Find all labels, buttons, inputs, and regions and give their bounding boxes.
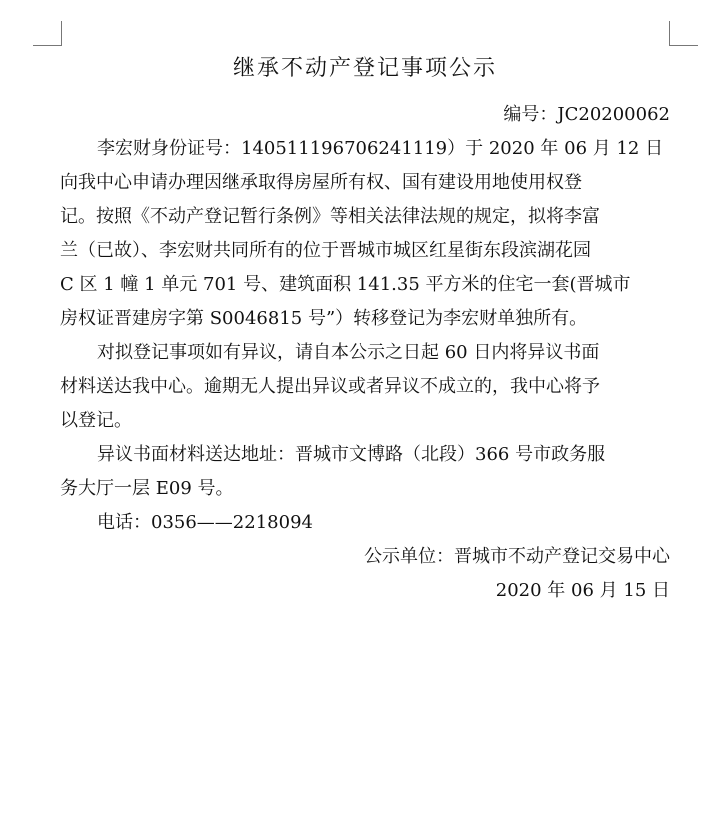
- issuer-line: 公示单位：晋城市不动产登记交易中心: [364, 546, 670, 567]
- para1-line: C 区 1 幢 1 单元 701 号、建筑面积 141.35 平方米的住宅一套(晋城市: [60, 274, 631, 295]
- para1-line: 向我中心申请办理因继承取得房屋所有权、国有建设用地使用权登: [60, 172, 582, 193]
- para3-line: 异议书面材料送达地址：晋城市文博路（北段）366 号市政务服: [97, 444, 606, 465]
- para1-line: 房权证晋建房字第 S0046815 号”）转移登记为李宏财单独所有。: [60, 308, 588, 329]
- date-line: 2020 年 06 月 15 日: [495, 580, 670, 601]
- para1-line: 兰（已故）、李宏财共同所有的位于晋城市城区红星街东段滨湖花园: [60, 240, 591, 261]
- crop-mark-top-left: [33, 21, 62, 46]
- para2-line: 对拟登记事项如有异议，请自本公示之日起 60 日内将异议书面: [97, 342, 600, 363]
- document-page: [60, 50, 670, 608]
- document-title: 继承不动产登记事项公示: [232, 56, 497, 81]
- document-number: 编号：JC20200062: [503, 104, 670, 125]
- para3-line: 务大厅一层 E09 号。: [60, 478, 234, 499]
- phone-line: 电话：0356——2218094: [97, 512, 313, 533]
- crop-mark-top-right: [669, 21, 698, 46]
- para1-line: 李宏财身份证号：140511196706241119）于 2020 年 06 月 12 日: [97, 138, 664, 159]
- para1-line: 记。按照《不动产登记暂行条例》等相关法律法规的规定，拟将李富: [60, 206, 600, 227]
- para2-line: 材料送达我中心。逾期无人提出异议或者异议不成立的，我中心将予: [60, 376, 600, 397]
- para2-line: 以登记。: [60, 410, 132, 431]
